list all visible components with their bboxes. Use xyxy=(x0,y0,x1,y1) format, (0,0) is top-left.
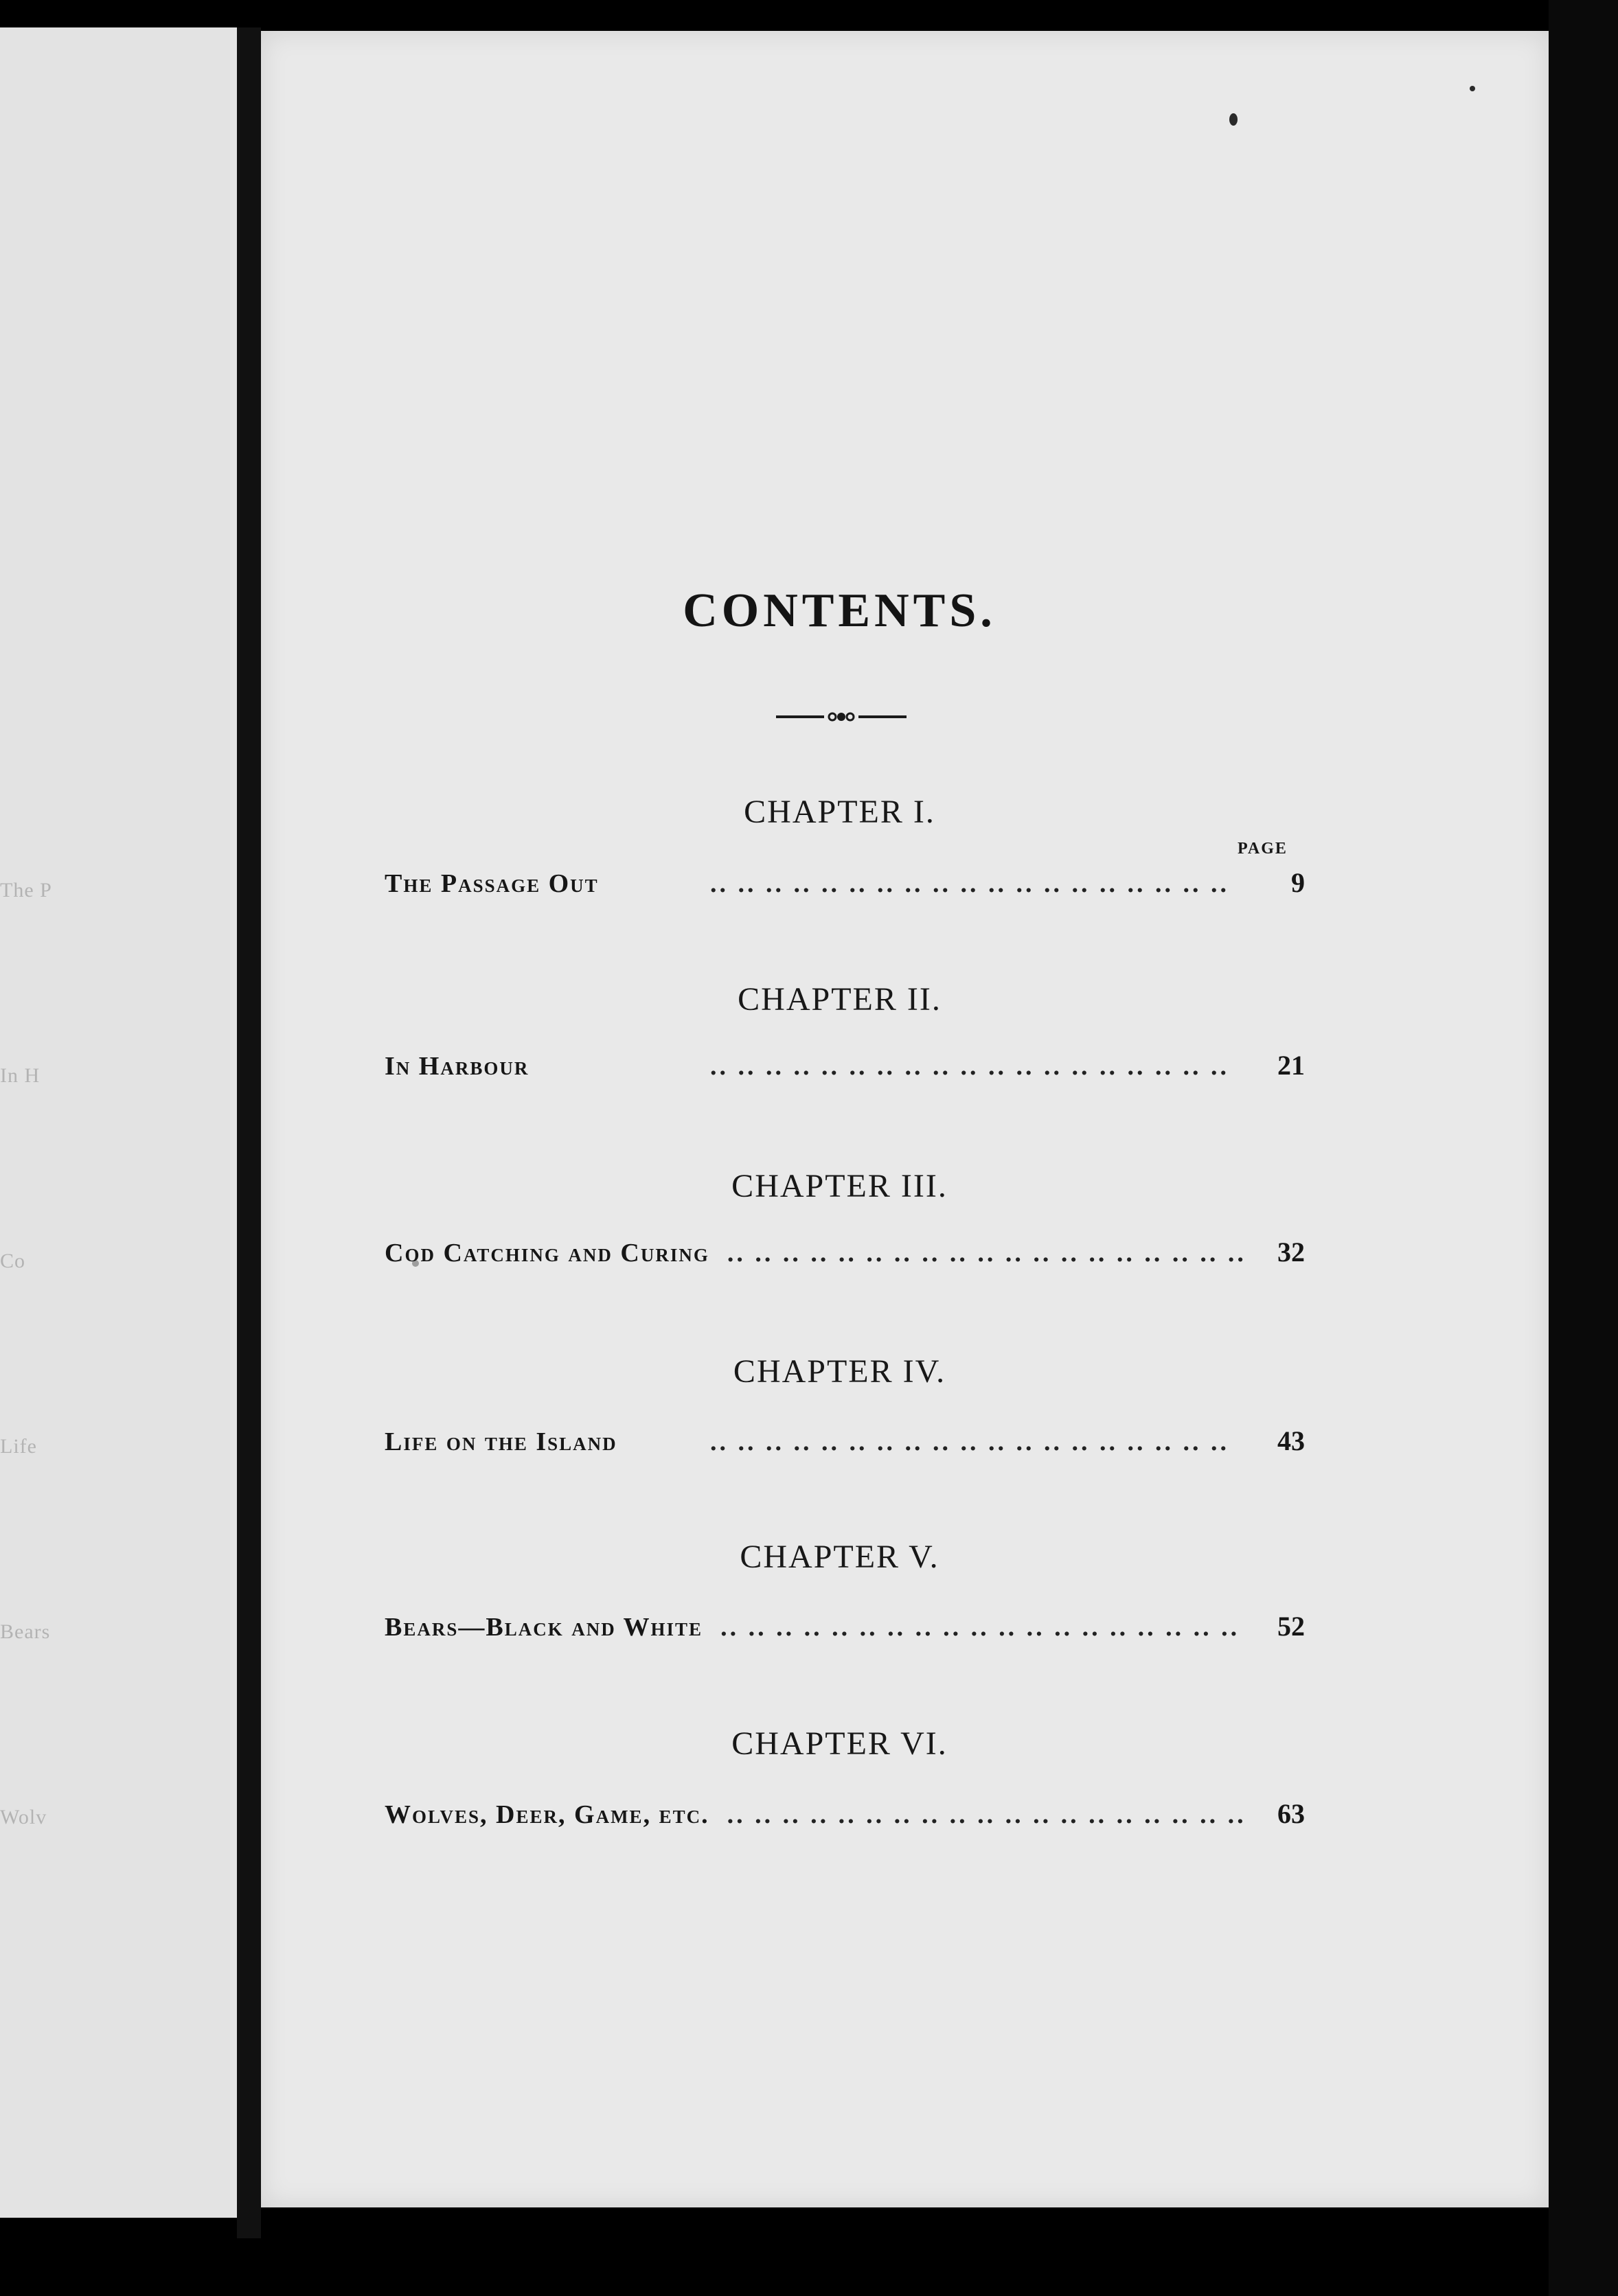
scan-speck xyxy=(1470,86,1475,91)
toc-entry-title: The Passage Out xyxy=(385,869,599,898)
scan-speck xyxy=(1229,113,1238,126)
toc-entry[interactable] xyxy=(385,1425,1305,1466)
toc-entry-title: Wolves, Deer, Game, etc. xyxy=(385,1800,709,1829)
toc-page-number: 43 xyxy=(1277,1425,1305,1456)
contents-page xyxy=(261,31,1549,2207)
facing-page xyxy=(0,27,241,2218)
book-gutter xyxy=(237,27,261,2238)
leader-dots: .. .. .. .. .. .. .. .. .. .. .. .. .. .. .. .. .. .. .. xyxy=(710,869,1229,898)
toc-entry-title: Life on the Island xyxy=(385,1427,617,1456)
toc-entry[interactable] xyxy=(385,1236,1305,1277)
toc-entry[interactable] xyxy=(385,1610,1305,1651)
toc-entry[interactable] xyxy=(385,1049,1305,1090)
ornament-rule-icon xyxy=(776,709,907,725)
toc-page-number: 63 xyxy=(1277,1798,1305,1829)
contents-title: CONTENTS. xyxy=(683,584,996,637)
leader-dots: .. .. .. .. .. .. .. .. .. .. .. .. .. .. .. .. .. .. .. xyxy=(710,1052,1229,1081)
toc-page-number: 9 xyxy=(1291,867,1305,898)
toc-page-number: 32 xyxy=(1277,1237,1305,1267)
leader-dots: .. .. .. .. .. .. .. .. .. .. .. .. .. .. .. .. .. .. .. xyxy=(727,1239,1246,1267)
toc-entry-title: Bears—Black and White xyxy=(385,1613,703,1642)
toc-entry-title: In Harbour xyxy=(385,1052,529,1081)
chapter-heading: CHAPTER I. xyxy=(744,794,935,830)
leader-dots: .. .. .. .. .. .. .. .. .. .. .. .. .. .. .. .. .. .. .. xyxy=(710,1427,1229,1456)
facing-page-bleed-text: Bears xyxy=(0,1620,51,1643)
facing-page-bleed-text: Wolv xyxy=(0,1806,47,1828)
leader-dots: .. .. .. .. .. .. .. .. .. .. .. .. .. .. .. .. .. .. .. xyxy=(727,1800,1246,1829)
facing-page-bleed-text: The P xyxy=(0,879,52,902)
facing-page-bleed-text: Co xyxy=(0,1250,26,1272)
toc-entry[interactable] xyxy=(385,1798,1305,1839)
facing-page-bleed-text: Life xyxy=(0,1435,37,1458)
toc-page-number: 52 xyxy=(1277,1611,1305,1642)
chapter-heading: CHAPTER II. xyxy=(738,981,942,1018)
facing-page-bleed-text: In H xyxy=(0,1064,41,1087)
chapter-heading: CHAPTER IV. xyxy=(733,1353,946,1390)
chapter-heading: CHAPTER VI. xyxy=(731,1725,948,1762)
scan-edge xyxy=(1549,0,1618,2296)
toc-page-number: 21 xyxy=(1277,1050,1305,1081)
toc-entry[interactable] xyxy=(385,866,1305,908)
page-column-label: PAGE xyxy=(1238,840,1288,858)
chapter-heading: CHAPTER III. xyxy=(731,1168,948,1204)
leader-dots: .. .. .. .. .. .. .. .. .. .. .. .. .. .. .. .. .. .. .. xyxy=(720,1613,1240,1642)
toc-entry-title: Cod Catching and Curing xyxy=(385,1239,709,1267)
chapter-heading: CHAPTER V. xyxy=(740,1539,939,1575)
